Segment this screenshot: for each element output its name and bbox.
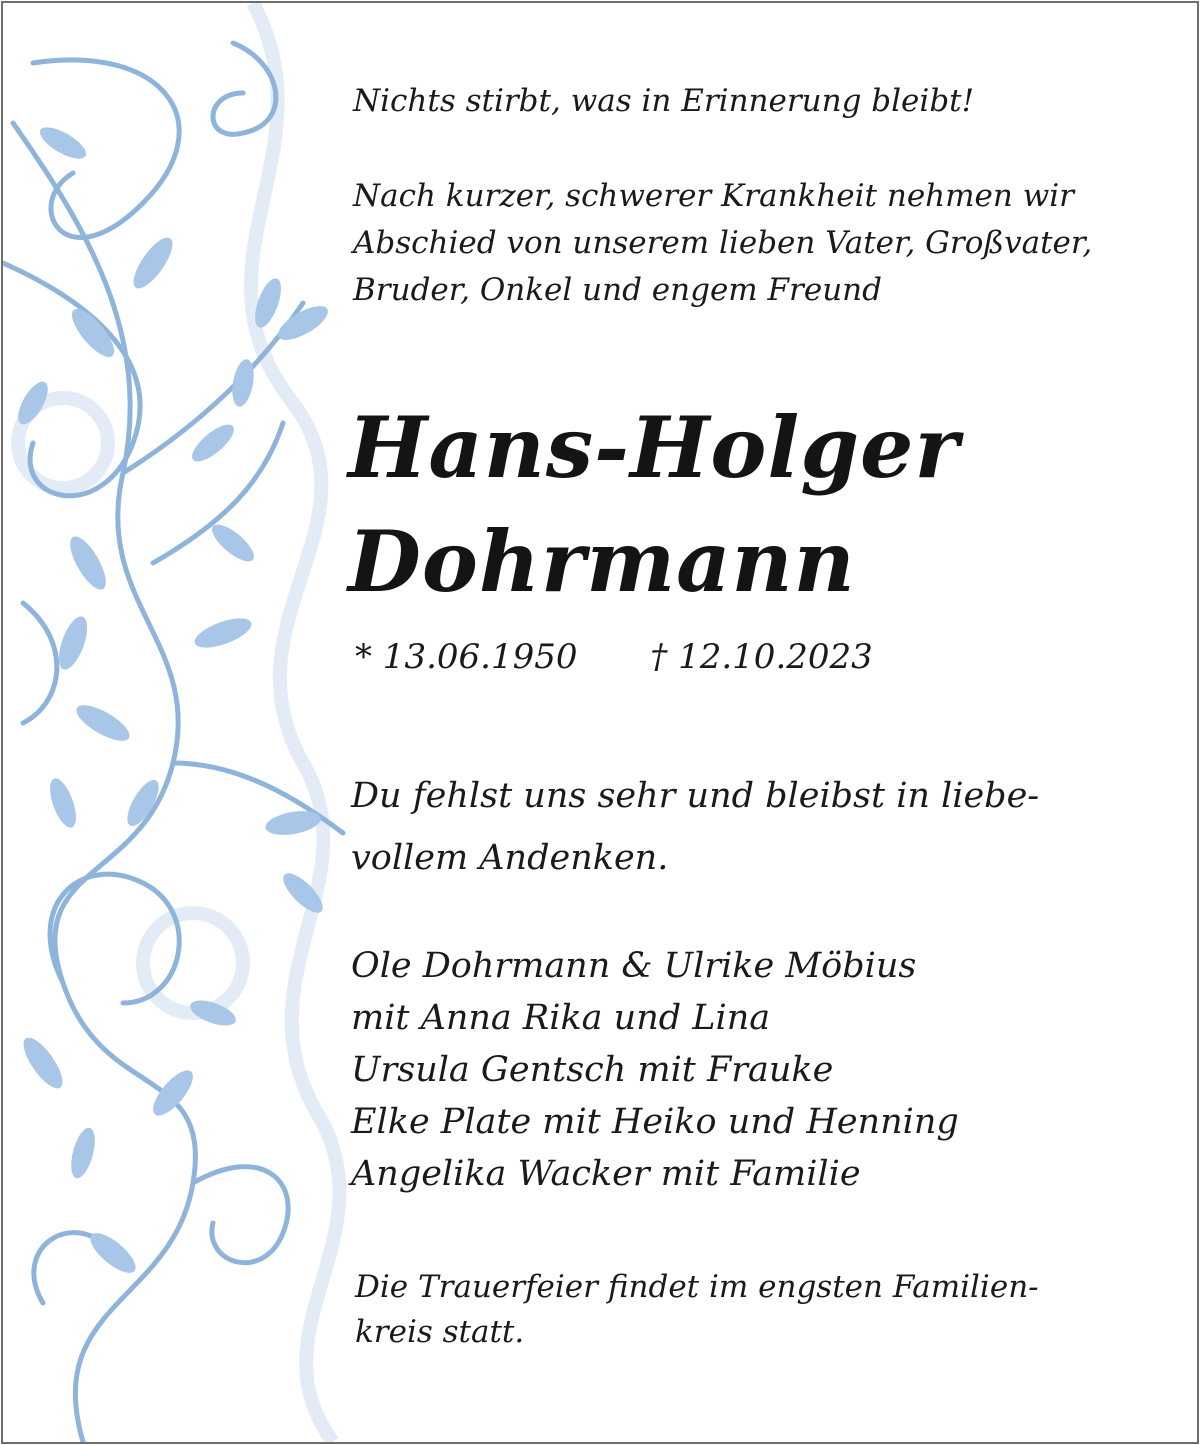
mourners-list xyxy=(351,940,959,1200)
life-dates xyxy=(355,637,873,677)
last-name: Dohrmann xyxy=(348,512,856,611)
floral-vine-ornament xyxy=(3,3,383,1442)
birth-date: * 13.06.1950 xyxy=(355,637,578,677)
mourner-line: Ursula Gentsch mit Frauke xyxy=(351,1050,834,1090)
intro-line: Nach kurzer, schwerer Krankheit nehmen wir xyxy=(353,178,1074,214)
farewell-line: Du fehlst uns sehr und bleibst in liebe- xyxy=(351,776,1040,816)
death-date: † 12.10.2023 xyxy=(650,637,873,677)
intro-line: Abschied von unserem lieben Vater, Großvater, xyxy=(353,225,1093,261)
funeral-notice xyxy=(355,1265,1039,1355)
mourner-line: Angelika Wacker mit Familie xyxy=(351,1154,861,1194)
first-name: Hans-Holger xyxy=(348,398,960,497)
funeral-line: Die Trauerfeier findet im engsten Familien- xyxy=(355,1269,1039,1305)
deceased-name xyxy=(348,391,960,619)
intro-text xyxy=(353,173,1092,314)
mourner-line: Ole Dohrmann & Ulrike Möbius xyxy=(351,946,917,986)
mourner-line: Elke Plate mit Heiko und Henning xyxy=(351,1102,959,1142)
motto-line: Nichts stirbt, was in Erinnerung bleibt! xyxy=(353,83,975,119)
mourner-line: mit Anna Rika und Lina xyxy=(351,998,771,1038)
obituary-notice xyxy=(1,1,1199,1444)
intro-line: Bruder, Onkel und engem Freund xyxy=(353,272,882,308)
funeral-line: kreis statt. xyxy=(355,1314,525,1350)
farewell-line: vollem Andenken. xyxy=(351,838,669,878)
farewell-text xyxy=(351,765,1039,889)
